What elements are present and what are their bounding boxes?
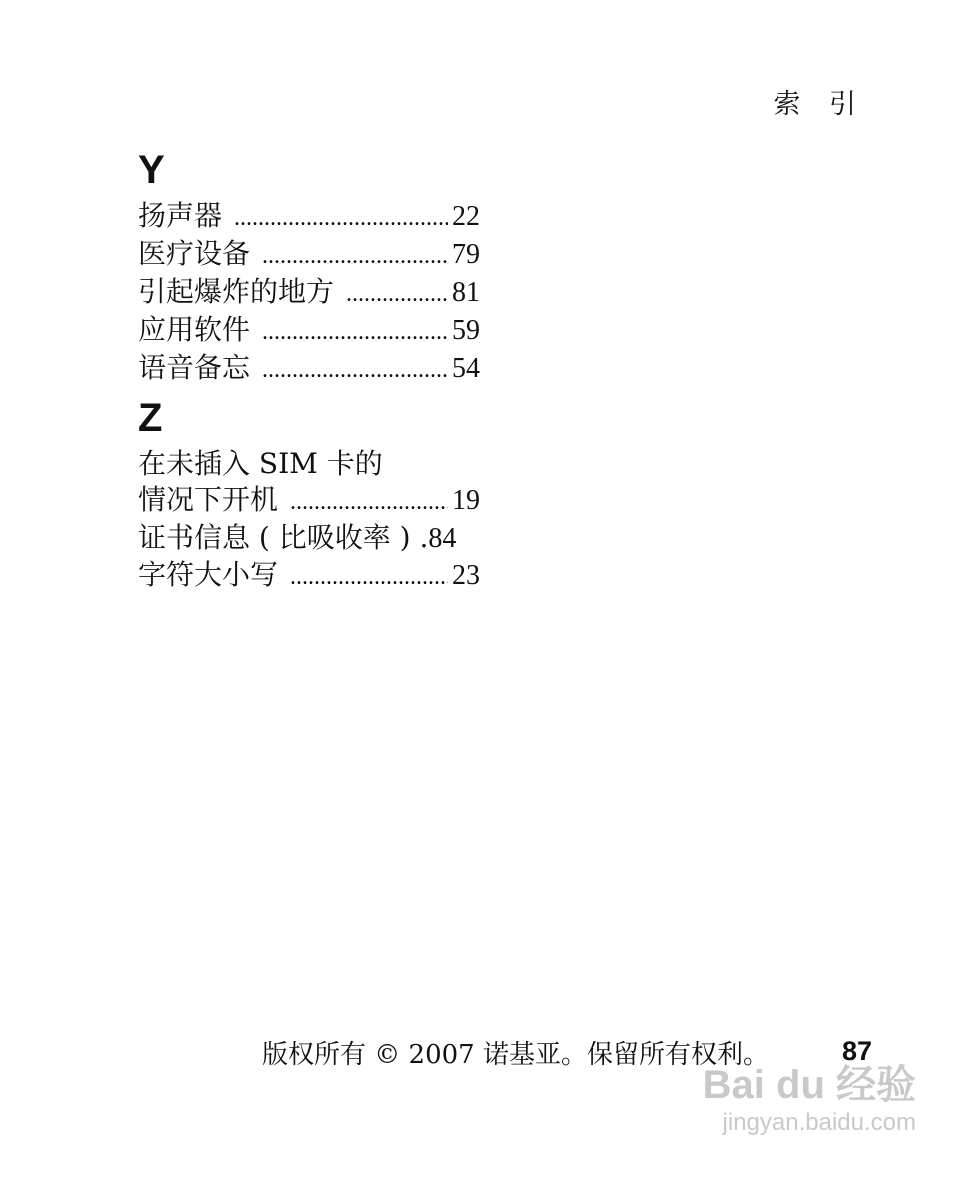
entry-term: 引起爆炸的地方: [138, 275, 335, 308]
entry-page: 22: [452, 201, 480, 232]
dot-leader: [262, 352, 448, 388]
entry-term: 字符大小写: [138, 558, 279, 591]
index-entry: [138, 236, 480, 274]
page-number: 87: [842, 1036, 873, 1066]
entry-page: 54: [452, 353, 480, 384]
entry-page: 23: [452, 560, 480, 591]
index-entry: [138, 482, 480, 520]
entry-term: 证书信息 ( 比吸收率 ) .: [138, 521, 429, 554]
entry-term: 语音备忘: [138, 351, 251, 384]
entry-term: 情况下开机: [138, 483, 279, 516]
index-entry: [138, 312, 480, 350]
dot-leader: [290, 559, 448, 595]
entry-page: 81: [452, 277, 480, 308]
dot-leader: [290, 484, 448, 520]
index-section-z: [138, 398, 480, 595]
index-entry: [138, 274, 480, 312]
watermark-logo: Bai du 经验: [702, 1063, 916, 1107]
entry-term: 扬声器: [138, 199, 223, 232]
section-letter: Z: [138, 396, 163, 440]
dot-leader: [234, 200, 448, 236]
page-header: 索 引: [773, 89, 866, 120]
entry-page: 19: [452, 485, 480, 516]
entry-page: 59: [452, 315, 480, 346]
section-letter: Y: [138, 148, 165, 192]
baidu-watermark: [686, 1062, 916, 1158]
entry-page: 84: [428, 523, 457, 554]
index-entry: [138, 520, 480, 557]
entry-term: 医疗设备: [138, 237, 251, 270]
dot-leader: [262, 238, 448, 274]
dot-leader: [262, 314, 448, 350]
index-section-y: [138, 150, 480, 388]
index-entry: [138, 557, 480, 595]
entry-term-line: 在未插入 SIM 卡的: [138, 447, 383, 480]
entry-page: 79: [452, 239, 480, 270]
copyright-footer: 版权所有 © 2007 诺基亚。保留所有权利。: [262, 1040, 769, 1070]
dot-leader: [346, 276, 448, 312]
watermark-url: jingyan.baidu.com: [722, 1109, 916, 1136]
index-entry: [138, 198, 480, 236]
entry-term: 应用软件: [138, 313, 251, 346]
index-entry: [138, 350, 480, 388]
